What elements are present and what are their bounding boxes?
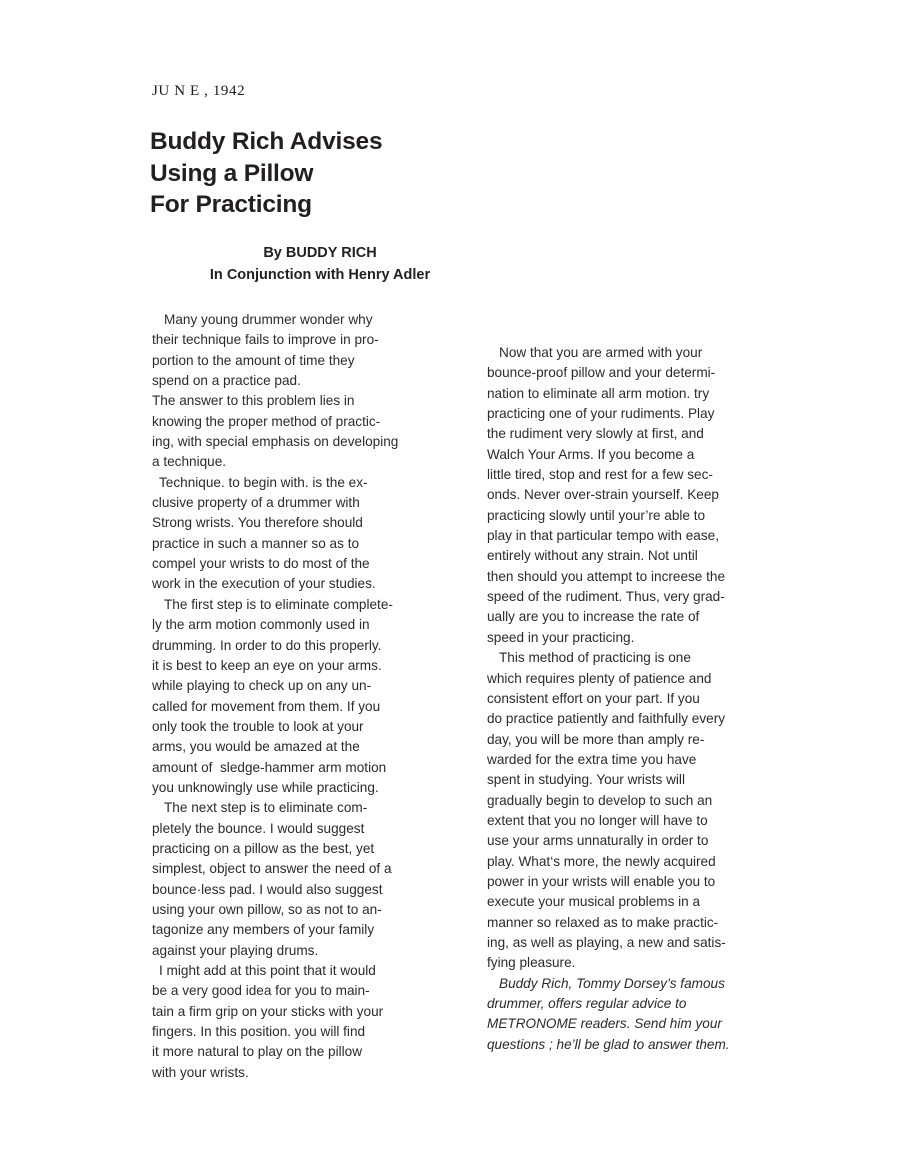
- text-line: a technique.: [152, 454, 227, 470]
- text-line: bounce·less pad. I would also suggest: [152, 881, 383, 897]
- issue-date: JU N E , 1942: [152, 83, 246, 99]
- text-line: pletely the bounce. I would suggest: [152, 820, 365, 836]
- text-line: it is best to keep an eye on your arms.: [152, 657, 382, 673]
- headline-line-1: Buddy Rich Advises: [150, 128, 383, 155]
- text-line: manner so relaxed as to make practic-: [487, 914, 719, 930]
- text-line: ing, with special emphasis on developing: [152, 434, 399, 450]
- text-line: portion to the amount of time they: [152, 352, 355, 368]
- article-byline: [150, 242, 490, 286]
- text-line: you unknowingly use while practicing.: [152, 779, 379, 795]
- text-line: Buddy Rich, Tommy Dorsey’s famous: [499, 975, 725, 991]
- text-line: play in that particular tempo with ease,: [487, 528, 719, 544]
- text-line: arms, you would be amazed at the: [152, 739, 360, 755]
- text-line: Now that you are armed with your: [499, 345, 703, 360]
- text-line: practice in such a manner so as to: [152, 535, 360, 551]
- text-line: tain a firm grip on your sticks with your: [152, 1003, 384, 1019]
- text-line: execute your musical problems in a: [487, 894, 701, 910]
- text-line: consistent effort on your part. If you: [487, 690, 700, 706]
- headline-line-3: For Practicing: [150, 191, 312, 218]
- text-line: Walch Your Arms. If you become a: [487, 446, 695, 462]
- text-line: it more natural to play on the pillow: [152, 1044, 363, 1060]
- text-line: amount of sledge-hammer arm motion: [152, 759, 387, 775]
- text-line: speed of the rudiment. Thus, very grad-: [487, 589, 725, 605]
- text-line: knowing the proper method of practic-: [152, 413, 381, 429]
- text-line: ually are you to increase the rate of: [487, 609, 700, 625]
- text-line: with your wrists.: [152, 1064, 249, 1080]
- text-line: compel your wrists to do most of the: [152, 556, 370, 572]
- text-line: warded for the extra time you have: [487, 751, 697, 767]
- text-line: onds. Never over-strain yourself. Keep: [487, 487, 719, 503]
- text-line: entirely without any strain. Not until: [487, 548, 698, 564]
- text-line: fying pleasure.: [487, 955, 576, 971]
- text-line: their technique fails to improve in pro-: [152, 332, 379, 348]
- text-line: clusive property of a drummer with: [152, 495, 360, 511]
- text-line: work in the execution of your studies.: [152, 576, 376, 592]
- text-line: Strong wrists. You therefore should: [152, 515, 363, 531]
- text-line: speed in your practicing.: [487, 629, 635, 645]
- text-line: using your own pillow, so as not to an-: [152, 901, 382, 917]
- article-headline: [150, 126, 570, 221]
- text-line: little tired, stop and rest for a few sec-: [487, 467, 713, 483]
- text-line: questions ; he’ll be glad to answer them.: [487, 1036, 730, 1052]
- body-column-left: [152, 310, 442, 1083]
- text-line: fingers. In this position. you will find: [152, 1024, 366, 1040]
- text-line: METRONOME readers. Send him your: [487, 1016, 722, 1032]
- text-line: gradually begin to develop to such an: [487, 792, 713, 808]
- text-line: practicing slowly until your’re able to: [487, 507, 706, 523]
- text-line: practicing one of your rudiments. Play: [487, 406, 715, 422]
- text-line: only took the trouble to look at your: [152, 718, 364, 734]
- text-line: This method of practicing is one: [499, 650, 691, 666]
- text-line: practicing on a pillow as the best, yet: [152, 840, 375, 856]
- text-line: Technique. to begin with. is the ex-: [159, 474, 368, 490]
- text-line: while playing to check up on any un-: [152, 678, 372, 694]
- body-text-right: [487, 343, 759, 974]
- text-line: which requires plenty of patience and: [487, 670, 712, 686]
- text-line: ly the arm motion commonly used in: [152, 617, 370, 633]
- text-line: be a very good idea for you to main-: [152, 983, 370, 999]
- text-line: The next step is to eliminate com-: [164, 800, 368, 816]
- text-line: drumming. In order to do this properly.: [152, 637, 382, 653]
- text-line: do practice patiently and faithfully every: [487, 711, 726, 727]
- body-column-right: [487, 343, 759, 1055]
- text-line: against your playing drums.: [152, 942, 319, 958]
- text-line: I might add at this point that it would: [159, 963, 376, 978]
- text-line: spend on a practice pad.: [152, 373, 301, 389]
- text-line: Many young drummer wonder why: [164, 312, 373, 327]
- text-line: bounce-proof pillow and your determi-: [487, 365, 716, 381]
- closing-note: [487, 974, 759, 1055]
- text-line: called for movement from them. If you: [152, 698, 381, 714]
- text-line: The answer to this problem lies in: [152, 393, 355, 409]
- text-line: drummer, offers regular advice to: [487, 996, 687, 1011]
- text-line: ing, as well as playing, a new and satis-: [487, 934, 726, 950]
- text-line: power in your wrists will enable you to: [487, 873, 716, 889]
- headline-line-2: Using a Pillow: [150, 159, 314, 187]
- text-line: nation to eliminate all arm motion. try: [487, 385, 710, 401]
- byline-author: By BUDDY RICH: [263, 245, 377, 261]
- text-line: play. What‘s more, the newly acquired: [487, 853, 716, 869]
- text-line: use your arms unnaturally in order to: [487, 833, 709, 849]
- text-line: day, you will be more than amply re-: [487, 731, 705, 747]
- text-line: simplest, object to answer the need of a: [152, 861, 392, 877]
- text-line: then should you attempt to increese the: [487, 568, 726, 584]
- text-line: extent that you no longer will have to: [487, 812, 708, 828]
- body-text-left: [152, 310, 442, 1083]
- text-line: tagonize any members of your family: [152, 922, 375, 938]
- text-line: spent in studying. Your wrists will: [487, 772, 685, 788]
- byline-contributor: In Conjunction with Henry Adler: [209, 267, 431, 283]
- text-line: the rudiment very slowly at first, and: [487, 426, 704, 442]
- text-line: The first step is to eliminate complete-: [164, 596, 393, 612]
